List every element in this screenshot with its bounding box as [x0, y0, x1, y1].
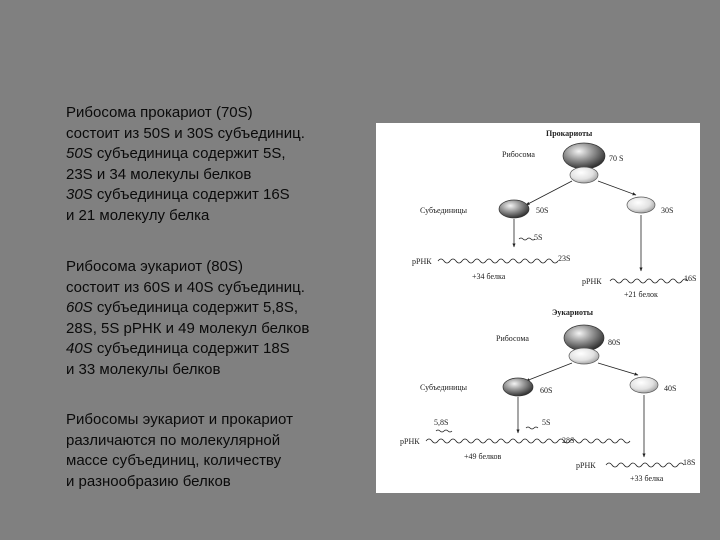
text-fragment: субъединица содержит 5S,	[92, 145, 286, 163]
text-line: и разнообразию белков	[66, 472, 231, 490]
ribosome-small-part	[570, 167, 598, 183]
eukaryote-40s-label: 40S	[664, 384, 677, 393]
rrna-strand	[426, 439, 630, 443]
split-arrow	[598, 363, 638, 375]
subunit-term: 40S	[66, 340, 93, 358]
text-line: и 21 молекулу белка	[66, 206, 210, 224]
eukaryote-60s-label: 60S	[540, 386, 553, 395]
ribosome-large-part	[563, 143, 605, 169]
text-line	[66, 339, 309, 360]
eukaryote-description	[66, 257, 309, 381]
eukaryote-58s-label: 5,8S	[434, 418, 449, 427]
text-line: Рибосома прокариот (70S)	[66, 104, 253, 121]
prokaryote-subunits-label: Субъединицы	[420, 206, 468, 215]
prokaryote-protein-left: +34 белка	[472, 272, 506, 281]
eukaryote-subunits-label: Субъединицы	[420, 383, 468, 392]
prokaryote-16s-label: 16S	[684, 274, 697, 283]
eukaryote-18s-label: 18S	[683, 458, 696, 467]
eukaryote-80s-label: 80S	[608, 338, 621, 347]
prokaryote-50s-label: 50S	[536, 206, 549, 215]
text-line: Рибосомы эукариот и прокариот	[66, 411, 293, 428]
text-line: различаются по молекулярной	[66, 431, 281, 449]
text-line: состоит из 50S и 30S субъединиц.	[66, 124, 305, 142]
eukaryote-40s-subunit	[630, 377, 658, 393]
prokaryote-5s-label: 5S	[534, 233, 543, 242]
text-line: 23S и 34 молекулы белков	[66, 165, 252, 183]
eukaryote-ribosome-80s	[564, 325, 604, 364]
rrna-strand	[519, 238, 535, 240]
text-line: и 33 молекулы белков	[66, 360, 221, 378]
prokaryote-description	[66, 103, 305, 227]
ribosome-large-part	[564, 325, 604, 351]
eukaryote-protein-left: +49 белков	[464, 452, 502, 461]
text-line	[66, 144, 305, 165]
eukaryote-ribosome-label: Рибосома	[496, 334, 529, 343]
prokaryote-ribosome-label: Рибосома	[502, 150, 535, 159]
prokaryote-23s-label: 23S	[558, 254, 571, 263]
prokaryote-ribosome-70s	[563, 143, 605, 183]
subunit-term: 30S	[66, 186, 93, 204]
text-line	[66, 185, 305, 206]
subunit-term: 60S	[66, 299, 93, 317]
eukaryote-rrna-label: рРНК	[400, 437, 420, 446]
rrna-strand	[610, 279, 688, 283]
prokaryote-rrna-label-right: рРНК	[582, 277, 602, 286]
eukaryote-protein-right: +33 белка	[630, 474, 664, 483]
prokaryote-70s-label: 70 S	[609, 154, 624, 163]
text-fragment: субъединица содержит 5,8S,	[92, 299, 299, 317]
text-fragment: субъединица содержит 18S	[92, 340, 290, 358]
rrna-strand	[436, 430, 452, 432]
text-line	[66, 298, 309, 319]
rrna-strand	[438, 259, 558, 263]
prokaryote-30s-subunit	[627, 197, 655, 213]
prokaryote-protein-right: +21 белок	[624, 290, 658, 299]
split-arrow	[526, 181, 572, 205]
comparison-summary	[66, 410, 293, 492]
eukaryote-rrna-label-right: рРНК	[576, 461, 596, 470]
eukaryote-28s-label: 28S	[562, 436, 575, 445]
text-line: Рибосома эукариот (80S)	[66, 258, 243, 275]
text-line: массе субъединиц, количеству	[66, 452, 282, 470]
ribosome-structure-figure	[376, 123, 700, 493]
eukaryote-60s-subunit	[503, 378, 533, 396]
prokaryote-30s-label: 30S	[661, 206, 674, 215]
prokaryote-50s-subunit	[499, 200, 529, 218]
text-fragment: субъединица содержит 16S	[92, 186, 290, 204]
ribosome-small-part	[569, 348, 599, 364]
rrna-strand	[526, 427, 538, 429]
prokaryotes-heading: Прокариоты	[546, 129, 593, 138]
text-line: состоит из 60S и 40S субъединиц.	[66, 278, 305, 296]
eukaryote-5s-label: 5S	[542, 418, 551, 427]
text-line: 28S, 5S рРНК и 49 молекул белков	[66, 319, 310, 337]
eukaryotes-heading: Эукариоты	[552, 308, 594, 317]
prokaryote-rrna-label: рРНК	[412, 257, 432, 266]
split-arrow	[598, 181, 636, 195]
subunit-term: 50S	[66, 145, 93, 163]
rrna-strand	[606, 463, 684, 467]
ribosome-diagram	[376, 123, 700, 493]
split-arrow	[526, 363, 572, 381]
